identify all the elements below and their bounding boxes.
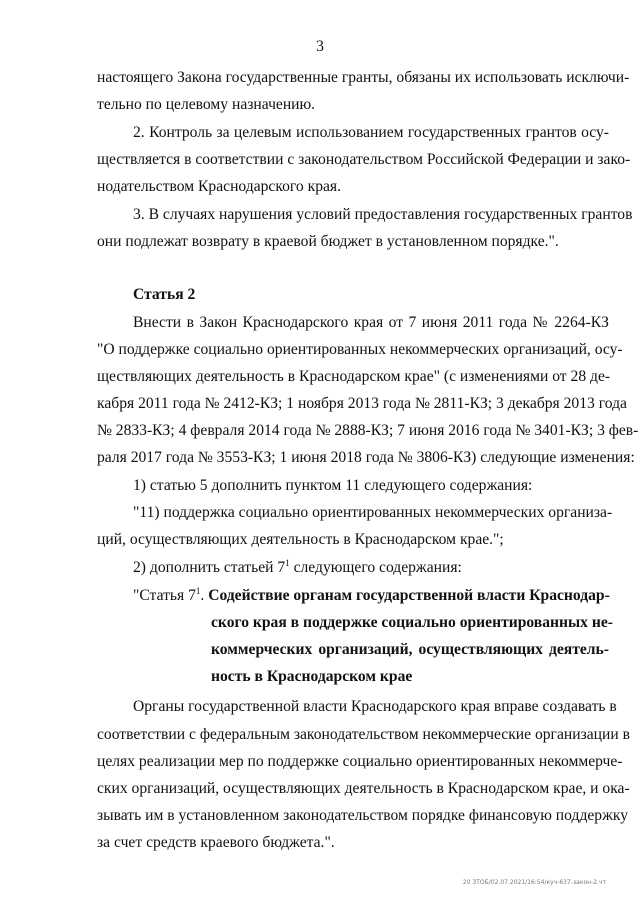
page-number: 3 xyxy=(316,38,324,55)
article-title-text: коммерческих организаций, осуществляющих деятель- xyxy=(211,641,609,658)
text-line: соответствии с федеральным законодательством некоммерческие организации в xyxy=(97,726,630,743)
text-line: ществляющих деятельность в Краснодарском крае" (с изменениями от 28 де- xyxy=(97,368,611,385)
text-line: Органы государственной власти Краснодарского края вправе создавать в xyxy=(133,698,617,715)
text-line: зывать им в установленном законодательством порядке финансовую поддержку xyxy=(97,807,629,824)
text-line: ществляется в соответствии с законодательством Российской Федерации и зако- xyxy=(97,151,631,168)
text-line xyxy=(133,558,640,578)
article-title-text: ского края в поддержке социально ориентированных не- xyxy=(211,614,613,631)
text-line: за счет средств краевого бюджета.". xyxy=(97,834,335,851)
superscript: 1 xyxy=(195,585,201,596)
text-line: нодательством Краснодарского края. xyxy=(97,178,341,195)
article-title-text: ность в Краснодарском крае xyxy=(211,668,413,685)
text-line: "О поддержке социально ориентированных некоммерческих организаций, осу- xyxy=(97,341,623,358)
text-span: 2) дополнить статьей 7 xyxy=(133,559,286,576)
text-line: № 2833-КЗ; 4 февраля 2014 года № 2888-КЗ; 7 июня 2016 года № 3401-КЗ; 3 фев- xyxy=(97,422,639,439)
text-span: . xyxy=(200,587,209,604)
text-line: 3. В случаях нарушения условий предоставления государственных грантов xyxy=(133,206,633,223)
article-title-line xyxy=(133,586,609,606)
text-line: целях реализации мер по поддержке социально ориентированных некоммерче- xyxy=(97,753,623,770)
text-line: настоящего Закона государственные гранты, обязаны их использовать исключи- xyxy=(97,69,630,86)
text-span: "Статья 7 xyxy=(133,587,196,604)
text-line: Внести в Закон Краснодарского края от 7 июня 2011 года № 2264-КЗ xyxy=(133,314,609,331)
text-line: 1) статью 5 дополнить пунктом 11 следующего содержания: xyxy=(133,477,533,494)
text-line: ских организаций, осуществляющих деятельность в Краснодарском крае, и ока- xyxy=(97,780,630,797)
article-title-text: Содействие органам государственной власти Краснодар- xyxy=(208,587,610,604)
footer-stamp: 20 ЗТОБ/02.07.2021/16:54/куч-637-закон-2.чт xyxy=(462,879,606,886)
text-line: раля 2017 года № 3553-КЗ; 1 июня 2018 года № 3806-КЗ) следующие изменения: xyxy=(97,449,635,466)
text-line: тельно по целевому назначению. xyxy=(97,96,316,113)
text-line: кабря 2011 года № 2412-КЗ; 1 ноября 2013 года № 2811-КЗ; 3 декабря 2013 года xyxy=(97,395,627,412)
text-line: 2. Контроль за целевым использованием государственных грантов осу- xyxy=(133,124,609,141)
superscript: 1 xyxy=(285,557,290,568)
article-heading: Статья 2 xyxy=(133,286,196,303)
text-line: "11) поддержка социально ориентированных некоммерческих организа- xyxy=(133,504,613,521)
text-span: следующего содержания: xyxy=(289,559,462,576)
text-line: они подлежат возврату в краевой бюджет в установленном порядке.". xyxy=(97,233,559,250)
text-line: ций, осуществляющих деятельность в Краснодарском крае."; xyxy=(97,531,504,548)
